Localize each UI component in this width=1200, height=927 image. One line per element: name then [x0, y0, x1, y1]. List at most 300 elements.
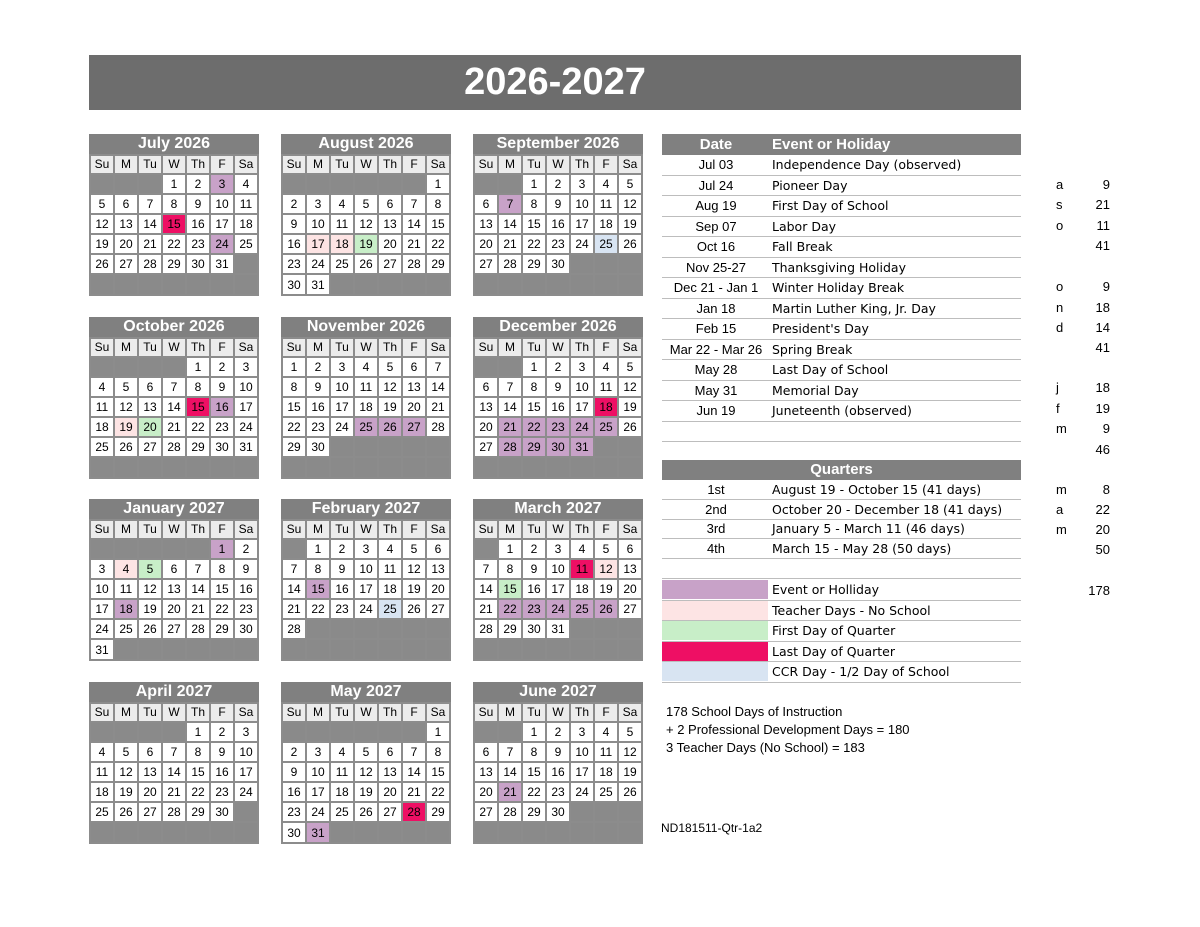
month-title: July 2026 [89, 134, 259, 154]
month-calendar [473, 317, 643, 479]
day-cell: 20 [115, 235, 137, 253]
day-cell: 5 [355, 195, 377, 213]
day-cell: 30 [307, 438, 329, 456]
day-cell: 10 [307, 763, 329, 781]
month-title: May 2027 [281, 682, 451, 702]
day-cell: 16 [547, 215, 569, 233]
day-cell: 8 [283, 378, 305, 396]
day-cell: 22 [499, 600, 521, 618]
month-grid [89, 154, 259, 296]
day-cell: 10 [331, 378, 353, 396]
day-cell: 28 [499, 255, 521, 273]
day-cell: 5 [619, 175, 641, 193]
day-cell: 22 [163, 235, 185, 253]
day-cell: 29 [499, 620, 521, 638]
day-cell: 15 [523, 215, 545, 233]
empty-day-cell [235, 803, 257, 821]
day-cell: 9 [547, 195, 569, 213]
day-cell: 1 [499, 540, 521, 558]
day-cell: 27 [379, 255, 401, 273]
weekday-header: F [211, 339, 233, 356]
day-cell: 4 [91, 378, 113, 396]
empty-day-cell [307, 723, 329, 741]
empty-day-cell [163, 275, 185, 293]
day-cell: 26 [139, 620, 161, 638]
empty-day-cell [427, 823, 449, 841]
day-cell: 8 [187, 743, 209, 761]
empty-day-cell [403, 175, 425, 193]
day-cell: 13 [115, 215, 137, 233]
count-row [1040, 235, 1110, 255]
day-cell: 13 [427, 560, 449, 578]
empty-day-cell [355, 438, 377, 456]
day-cell: 15 [427, 763, 449, 781]
day-cell: 12 [355, 763, 377, 781]
weekday-header: Th [379, 339, 401, 356]
day-cell: 6 [379, 195, 401, 213]
day-cell: 6 [163, 560, 185, 578]
day-cell: 2 [547, 723, 569, 741]
day-cell: 6 [619, 540, 641, 558]
day-cell: 11 [595, 743, 617, 761]
quarter-label: 1st [707, 481, 725, 497]
event-row [662, 258, 1021, 279]
day-cell: 17 [571, 398, 593, 416]
event-row [662, 381, 1021, 402]
day-cell: 16 [211, 763, 233, 781]
empty-day-cell [475, 823, 497, 841]
weekday-header: Tu [331, 521, 353, 538]
empty-day-cell [115, 175, 137, 193]
weekday-header: Su [475, 521, 497, 538]
day-cell: 10 [547, 560, 569, 578]
day-cell: 10 [235, 743, 257, 761]
empty-day-cell [595, 275, 617, 293]
count-row [1040, 215, 1110, 235]
day-cell: 15 [499, 580, 521, 598]
day-cell: 30 [283, 823, 305, 841]
day-cell: 18 [331, 235, 353, 253]
day-cell: 17 [355, 580, 377, 598]
empty-day-cell [139, 275, 161, 293]
empty-day-cell [379, 723, 401, 741]
day-cell: 5 [595, 540, 617, 558]
day-cell: 26 [595, 600, 617, 618]
day-cell: 16 [547, 763, 569, 781]
month-grid [281, 702, 451, 844]
empty-day-cell [187, 275, 209, 293]
event-row [662, 360, 1021, 381]
legend-label: Teacher Days - No School [772, 602, 931, 618]
day-cell: 6 [115, 195, 137, 213]
empty-day-cell [379, 438, 401, 456]
day-cell: 9 [547, 378, 569, 396]
day-cell: 14 [163, 763, 185, 781]
day-cell: 23 [211, 418, 233, 436]
month-title: February 2027 [281, 499, 451, 519]
month-title: April 2027 [89, 682, 259, 702]
weekday-header: M [307, 156, 329, 173]
empty-day-cell [403, 275, 425, 293]
day-cell: 6 [139, 378, 161, 396]
empty-day-cell [475, 723, 497, 741]
count-row [1040, 479, 1110, 499]
weekday-header: W [163, 521, 185, 538]
day-cell: 1 [211, 540, 233, 558]
quarter-row [662, 539, 1021, 559]
day-cell: 16 [211, 398, 233, 416]
empty-day-cell [571, 803, 593, 821]
day-cell: 11 [331, 215, 353, 233]
empty-day-cell [115, 358, 137, 376]
day-cell: 23 [187, 235, 209, 253]
day-cell: 26 [355, 255, 377, 273]
empty-day-cell [619, 803, 641, 821]
day-cell: 21 [475, 600, 497, 618]
day-cell: 23 [331, 600, 353, 618]
weekday-header: Th [187, 339, 209, 356]
empty-day-cell [475, 175, 497, 193]
day-cell: 29 [523, 255, 545, 273]
event-date: Oct 16 [696, 239, 736, 255]
events-header [662, 134, 1021, 155]
day-cell: 16 [283, 783, 305, 801]
weekday-header: Sa [619, 156, 641, 173]
day-cell: 4 [235, 175, 257, 193]
events-header-date: Date [699, 136, 733, 153]
day-cell: 6 [475, 378, 497, 396]
day-cell: 7 [403, 195, 425, 213]
empty-day-cell [571, 823, 593, 841]
legend-swatch [662, 621, 768, 640]
empty-day-cell [475, 458, 497, 476]
weekday-header: F [595, 156, 617, 173]
day-cell: 16 [547, 398, 569, 416]
empty-day-cell [547, 640, 569, 658]
empty-day-cell [307, 458, 329, 476]
day-cell: 29 [187, 438, 209, 456]
weekday-header: Su [91, 521, 113, 538]
day-cell: 25 [595, 418, 617, 436]
day-cell: 22 [427, 235, 449, 253]
count-number: 11 [1096, 217, 1110, 233]
day-cell: 23 [547, 235, 569, 253]
empty-day-cell [427, 438, 449, 456]
empty-day-cell [283, 175, 305, 193]
count-number: 22 [1095, 501, 1110, 517]
empty-day-cell [235, 255, 257, 273]
document-code: ND181511-Qtr-1a2 [661, 821, 763, 835]
day-cell: 9 [307, 378, 329, 396]
count-letter: s [1056, 196, 1063, 212]
day-cell: 17 [307, 783, 329, 801]
day-cell: 16 [331, 580, 353, 598]
day-cell: 27 [619, 600, 641, 618]
day-cell: 30 [211, 803, 233, 821]
quarter-range: March 15 - May 28 (50 days) [772, 541, 952, 557]
day-cell: 28 [499, 438, 521, 456]
day-cell: 7 [499, 195, 521, 213]
day-cell: 26 [619, 418, 641, 436]
empty-day-cell [307, 175, 329, 193]
day-cell: 11 [595, 378, 617, 396]
count-number: 41 [1095, 339, 1110, 355]
day-cell: 2 [283, 743, 305, 761]
empty-day-cell [235, 275, 257, 293]
day-cell: 28 [139, 255, 161, 273]
weekday-header: Su [475, 704, 497, 721]
day-cell: 9 [187, 195, 209, 213]
day-cell: 19 [115, 418, 137, 436]
day-cell: 4 [115, 560, 137, 578]
event-row [662, 278, 1021, 299]
quarter-row [662, 520, 1021, 540]
weekday-header: W [547, 704, 569, 721]
day-cell: 26 [91, 255, 113, 273]
count-letter: a [1056, 176, 1064, 192]
day-cell: 16 [235, 580, 257, 598]
weekday-header: M [115, 339, 137, 356]
empty-day-cell [331, 175, 353, 193]
day-cell: 21 [427, 398, 449, 416]
weekday-header: Sa [619, 704, 641, 721]
legend-label: Event or Holliday [772, 582, 880, 598]
day-cell: 18 [91, 783, 113, 801]
day-cell: 13 [139, 763, 161, 781]
count-letter: a [1056, 501, 1064, 517]
weekday-header: Th [379, 521, 401, 538]
empty-day-cell [91, 723, 113, 741]
empty-day-cell [427, 640, 449, 658]
day-cell: 18 [571, 580, 593, 598]
day-cell: 8 [307, 560, 329, 578]
empty-day-cell [331, 723, 353, 741]
empty-day-cell [331, 438, 353, 456]
month-grid [281, 154, 451, 296]
day-cell: 21 [403, 783, 425, 801]
count-letter: f [1056, 400, 1060, 416]
count-letter: m [1056, 481, 1067, 497]
empty-day-cell [139, 540, 161, 558]
day-cell: 28 [427, 418, 449, 436]
empty-day-cell [619, 255, 641, 273]
day-cell: 26 [355, 803, 377, 821]
month-title: October 2026 [89, 317, 259, 337]
day-cell: 17 [235, 398, 257, 416]
day-cell: 29 [523, 438, 545, 456]
event-row [662, 319, 1021, 340]
day-cell: 13 [139, 398, 161, 416]
empty-day-cell [547, 275, 569, 293]
day-cell: 13 [163, 580, 185, 598]
weekday-header: Th [571, 339, 593, 356]
event-name: Pioneer Day [772, 177, 848, 193]
count-number: 9 [1102, 420, 1110, 436]
weekday-header: Su [283, 704, 305, 721]
count-row [1040, 377, 1110, 397]
count-number: 9 [1102, 176, 1110, 192]
quarter-label: 2nd [705, 501, 727, 517]
day-cell: 23 [523, 600, 545, 618]
day-cell: 20 [139, 418, 161, 436]
legend-swatch [662, 642, 768, 661]
day-cell: 8 [427, 743, 449, 761]
empty-day-cell [283, 540, 305, 558]
day-cell: 26 [115, 438, 137, 456]
empty-day-cell [523, 275, 545, 293]
weekday-header: M [499, 521, 521, 538]
count-row [1040, 194, 1110, 214]
empty-day-cell [235, 640, 257, 658]
day-cell: 29 [211, 620, 233, 638]
note-line: 3 Teacher Days (No School) = 183 [666, 740, 865, 755]
day-cell: 20 [475, 418, 497, 436]
legend-label: Last Day of Quarter [772, 643, 895, 659]
empty-day-cell [595, 458, 617, 476]
empty-day-cell [355, 458, 377, 476]
day-cell: 30 [547, 803, 569, 821]
count-row [1040, 439, 1110, 459]
day-cell: 7 [475, 560, 497, 578]
month-calendar [281, 317, 451, 479]
day-cell: 15 [187, 763, 209, 781]
weekday-header: Su [283, 156, 305, 173]
event-date: Dec 21 - Jan 1 [673, 280, 759, 296]
day-cell: 1 [163, 175, 185, 193]
day-cell: 3 [211, 175, 233, 193]
weekday-header: Th [187, 521, 209, 538]
day-cell: 18 [595, 398, 617, 416]
count-letter: m [1056, 521, 1067, 537]
event-name: Last Day of School [772, 362, 889, 378]
empty-day-cell [547, 823, 569, 841]
empty-day-cell [499, 723, 521, 741]
day-cell: 15 [163, 215, 185, 233]
empty-day-cell [163, 723, 185, 741]
day-cell: 19 [403, 580, 425, 598]
weekday-header: Su [91, 704, 113, 721]
empty-day-cell [115, 458, 137, 476]
day-cell: 18 [235, 215, 257, 233]
empty-day-cell [475, 540, 497, 558]
empty-day-cell [595, 823, 617, 841]
empty-day-cell [595, 620, 617, 638]
weekday-header: Su [475, 339, 497, 356]
day-cell: 6 [475, 195, 497, 213]
day-cell: 3 [307, 195, 329, 213]
day-cell: 25 [115, 620, 137, 638]
month-calendar [89, 134, 259, 296]
month-grid [473, 519, 643, 661]
count-number: 178 [1088, 582, 1110, 598]
weekday-header: M [115, 156, 137, 173]
day-cell: 12 [619, 195, 641, 213]
day-cell: 22 [523, 418, 545, 436]
quarter-range: October 20 - December 18 (41 days) [772, 501, 1003, 517]
empty-day-cell [619, 823, 641, 841]
day-cell: 25 [331, 803, 353, 821]
count-number: 46 [1095, 441, 1110, 457]
empty-day-cell [355, 175, 377, 193]
event-row [662, 176, 1021, 197]
day-totals-notes [666, 703, 910, 757]
weekday-header: F [211, 156, 233, 173]
weekday-header: Sa [427, 704, 449, 721]
weekday-header: Tu [139, 156, 161, 173]
day-cell: 19 [619, 398, 641, 416]
empty-day-cell [187, 458, 209, 476]
day-cell: 15 [307, 580, 329, 598]
weekday-header: F [403, 156, 425, 173]
day-cell: 1 [283, 358, 305, 376]
legend-row [662, 642, 1021, 663]
day-cell: 27 [163, 620, 185, 638]
day-cell: 5 [403, 540, 425, 558]
day-cell: 4 [91, 743, 113, 761]
empty-day-cell [211, 640, 233, 658]
empty-day-cell [523, 458, 545, 476]
quarter-row [662, 500, 1021, 520]
event-date: Aug 19 [695, 198, 737, 214]
day-cell: 24 [571, 235, 593, 253]
empty-day-cell [499, 458, 521, 476]
day-cell: 29 [283, 438, 305, 456]
day-cell: 11 [355, 378, 377, 396]
empty-day-cell [619, 275, 641, 293]
day-cell: 25 [595, 235, 617, 253]
weekday-header: M [307, 339, 329, 356]
weekday-header: Tu [139, 704, 161, 721]
day-cell: 19 [355, 235, 377, 253]
count-letter: m [1056, 420, 1067, 436]
day-cell: 4 [595, 723, 617, 741]
empty-day-cell [619, 438, 641, 456]
day-cell: 16 [307, 398, 329, 416]
day-cell: 22 [187, 783, 209, 801]
day-cell: 21 [139, 235, 161, 253]
day-cell: 12 [91, 215, 113, 233]
day-cell: 10 [235, 378, 257, 396]
day-cell: 11 [331, 763, 353, 781]
day-cell: 25 [571, 600, 593, 618]
count-letter: o [1056, 217, 1064, 233]
weekday-header: Sa [235, 704, 257, 721]
empty-day-cell [211, 458, 233, 476]
day-cell: 8 [499, 560, 521, 578]
day-cell: 8 [211, 560, 233, 578]
day-cell: 5 [619, 723, 641, 741]
quarters-header: Quarters [662, 460, 1021, 480]
day-cell: 14 [283, 580, 305, 598]
empty-day-cell [331, 458, 353, 476]
month-calendar [281, 682, 451, 844]
count-number: 50 [1095, 541, 1110, 557]
day-cell: 31 [571, 438, 593, 456]
day-cell: 30 [523, 620, 545, 638]
day-cell: 28 [163, 803, 185, 821]
day-cell: 25 [91, 438, 113, 456]
day-cell: 1 [187, 358, 209, 376]
empty-day-cell [187, 823, 209, 841]
day-cell: 12 [355, 215, 377, 233]
month-title: August 2026 [281, 134, 451, 154]
empty-day-cell [499, 175, 521, 193]
empty-day-cell [403, 640, 425, 658]
day-cell: 23 [211, 783, 233, 801]
day-cell: 2 [283, 195, 305, 213]
event-name: Labor Day [772, 218, 837, 234]
day-cell: 9 [283, 763, 305, 781]
